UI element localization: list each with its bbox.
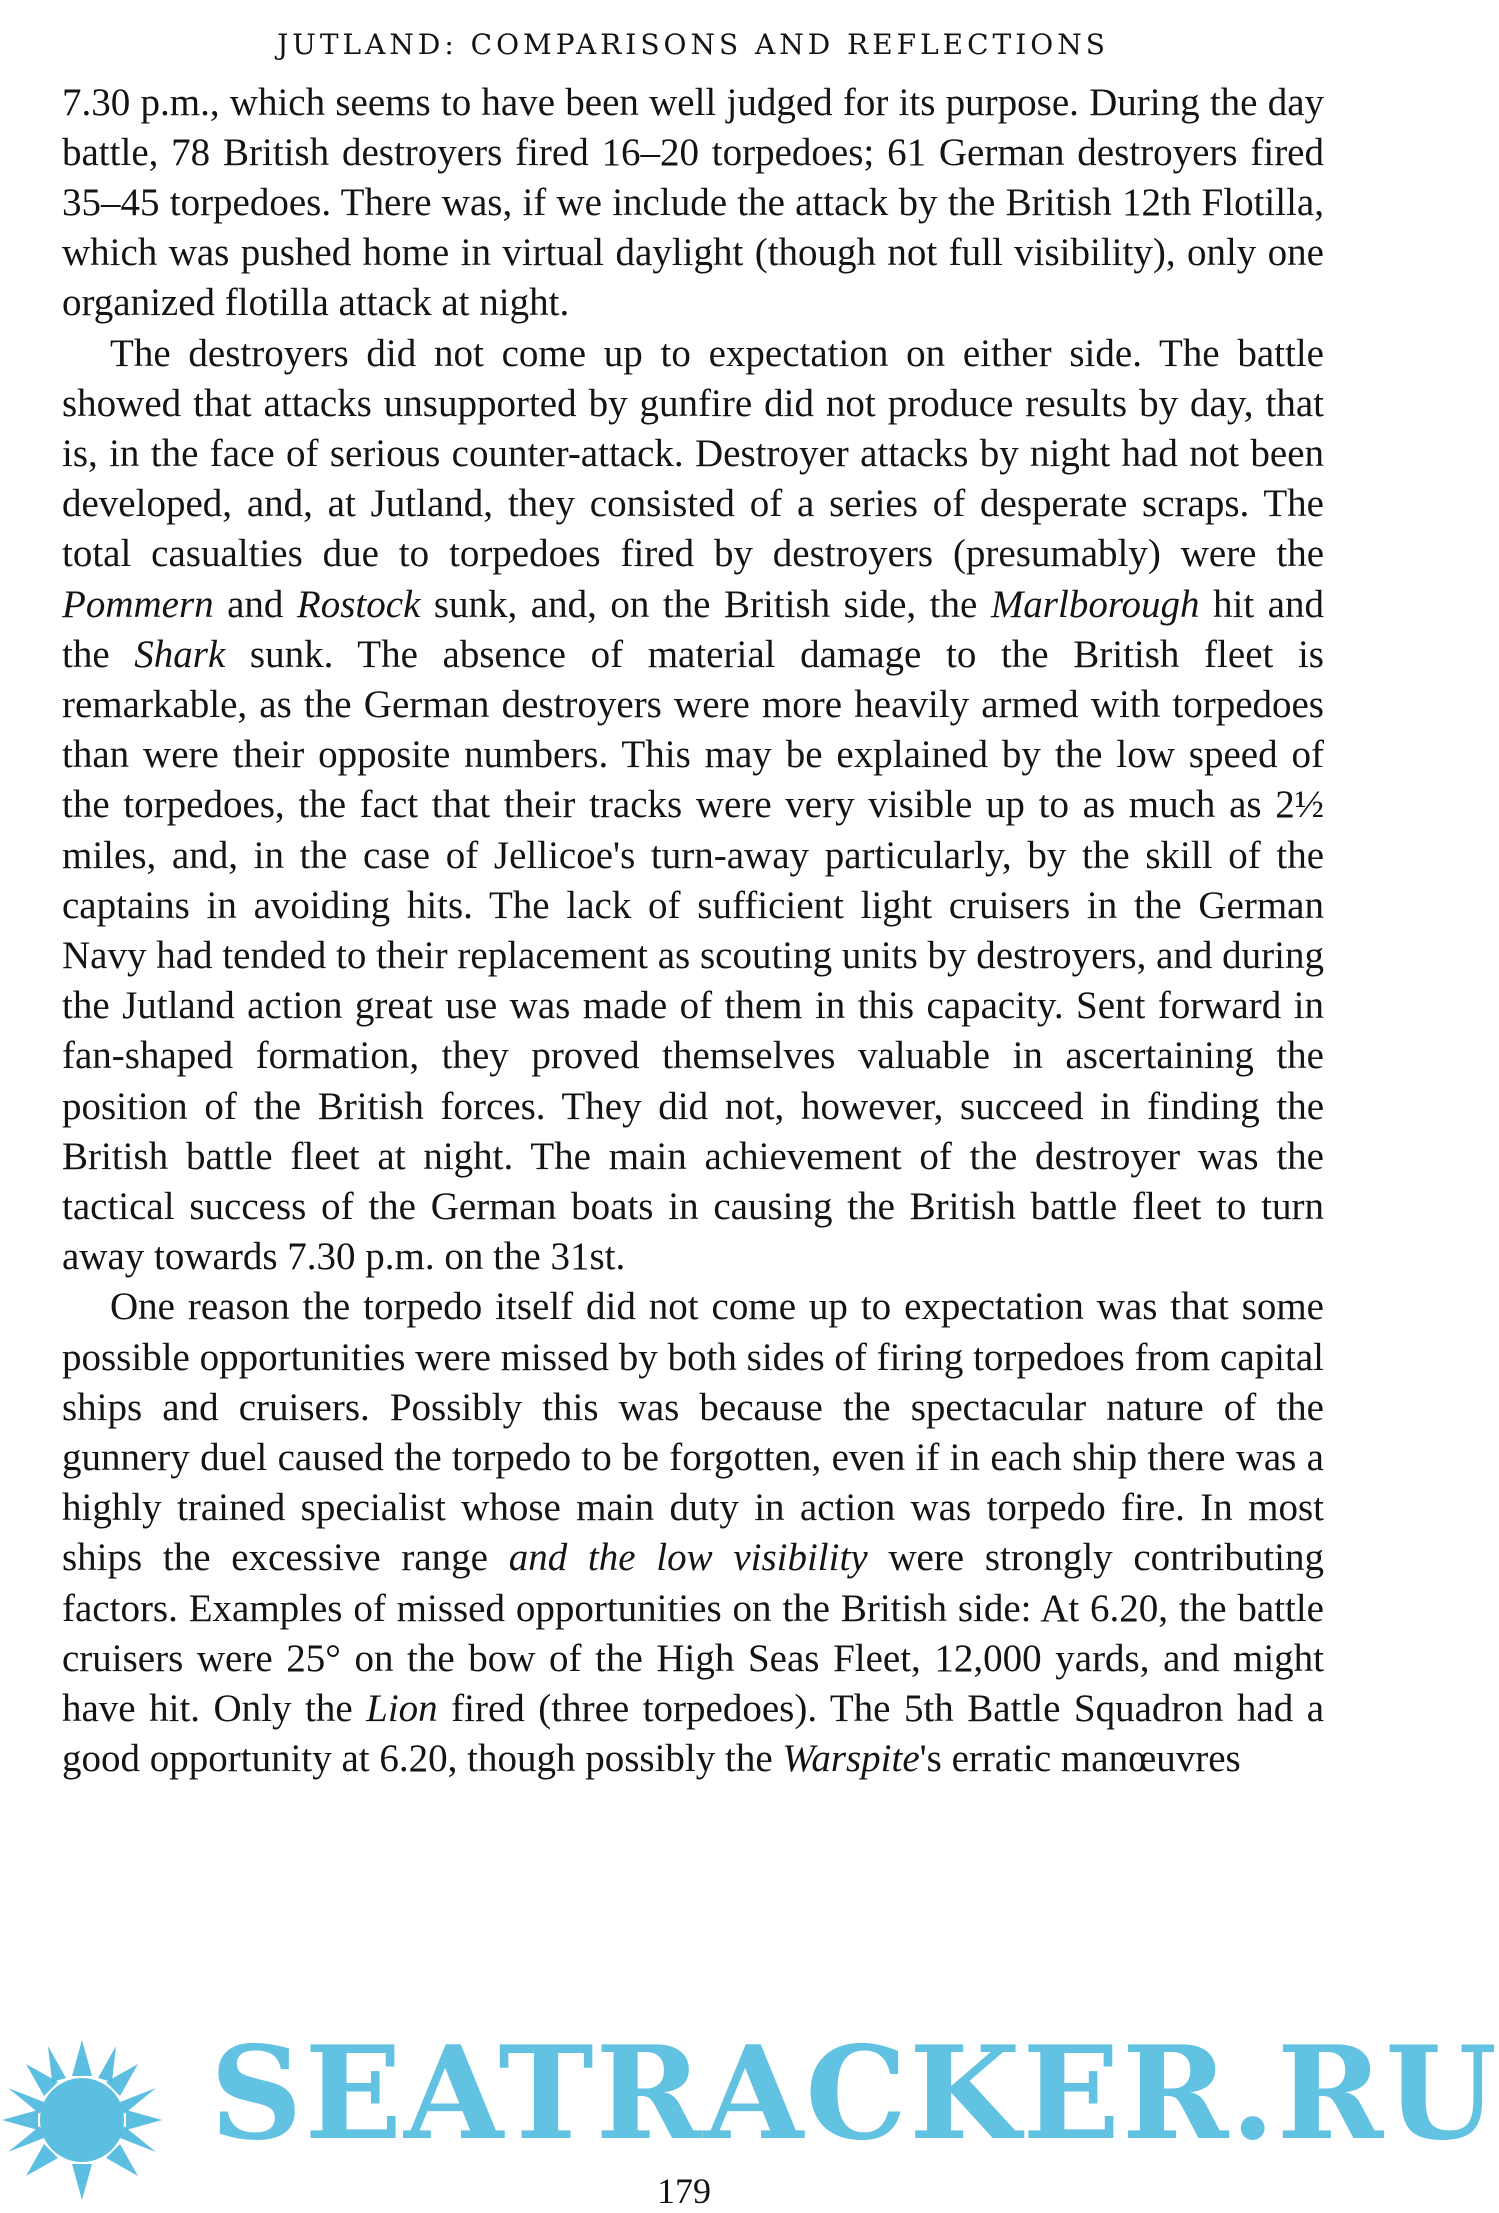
para-2-seg-5: sunk. The absence of material damage to the British fleet is remarkable, as the German destroyers were more heavily armed with torpedoes than were their opposite numbers. This may be explained by the low speed of the torpedoes, the fact that their tracks were very visible up to as much as 2½ miles, and, in the case of Jellicoe's turn-away particularly, by the skill of the captains in avoiding hits. The lack of sufficient light cruisers in the German Navy had tended to their replacement as scouting units by destroyers, and during the Jutland action great use was made of them in this capacity. Sent forward in fan-shaped formation, they proved themselves valuable in ascertaining the position of the British forces. They did not, however, succeed in finding the British battle fleet at night. The main achievement of the destroyer was the tactical success of the German boats in causing the British battle fleet to turn away towards 7.30 p.m. on the 31st. <box>62 632 1324 1279</box>
paragraph-1 <box>62 78 1324 329</box>
para-3-seg-4: 's erratic manœuvres <box>919 1737 1241 1781</box>
body-text <box>62 78 1324 1785</box>
ship-name-marlborough: Marlborough <box>990 582 1200 626</box>
para-3-seg-1: One reason the torpedo itself did not come up to expectation was that some possible opportunities were missed by both sides of firing torpedoes from capital ships and cruisers. Possibly this was because the spectacular nature of the gunnery duel caused the torpedo to be forgotten, even if in each ship there was a highly trained specialist whose main duty in action was torpedo fire. In most ships the excessive range <box>62 1285 1324 1580</box>
italic-phrase-low-visibility: and the low visibility <box>508 1536 868 1580</box>
ship-name-lion: Lion <box>366 1687 438 1731</box>
paragraph-2 <box>62 329 1324 1283</box>
paragraph-3 <box>62 1282 1324 1784</box>
watermark-text: SEATRACKER.RU <box>210 2019 1499 2169</box>
ship-name-pommern: Pommern <box>62 582 214 626</box>
paragraph-1-text: 7.30 p.m., which seems to have been well judged for its purpose. During the day battle, 78 British destroyers fired 16–20 torpedoes; 61 German destroyers fired 35–45 torpedoes. There was, if we include the attack by the British 12th Flotilla, which was pushed home in virtual daylight (though not full visibility), only one organized flotilla attack at night. <box>62 80 1324 325</box>
book-page <box>62 28 1324 1785</box>
running-head: JUTLAND: COMPARISONS AND REFLECTIONS <box>277 28 1109 61</box>
para-3-seg-2: were strongly contributing factors. Examples of missed opportunities on the British side: At 6.20, the battle cruisers were 25° on the bow of the High Seas Fleet, 12,000 yards, and might have hit. Only the <box>62 1536 1325 1731</box>
para-2-seg-4: hit and the <box>62 582 1324 676</box>
page-number: 179 <box>657 2171 711 2211</box>
para-2-seg-3: sunk, and, on the British side, the <box>420 582 991 626</box>
ship-name-warspite: Warspite <box>782 1737 920 1781</box>
ship-name-shark: Shark <box>134 632 226 676</box>
ship-name-rostock: Rostock <box>296 582 421 626</box>
para-2-seg-1: The destroyers did not come up to expectation on either side. The battle showed that attacks unsupported by gunfire did not produce results by day, that is, in the face of serious counter-attack. Destroyer attacks by night had not been developed, and, at Jutland, they consisted of a series of desperate scraps. The total casualties due to torpedoes fired by destroyers (presumably) were the <box>62 331 1324 576</box>
para-3-seg-3: fired (three torpedoes). The 5th Battle Squadron had a good opportunity at 6.20, though possibly the <box>62 1687 1325 1781</box>
para-2-seg-2: and <box>213 582 297 626</box>
